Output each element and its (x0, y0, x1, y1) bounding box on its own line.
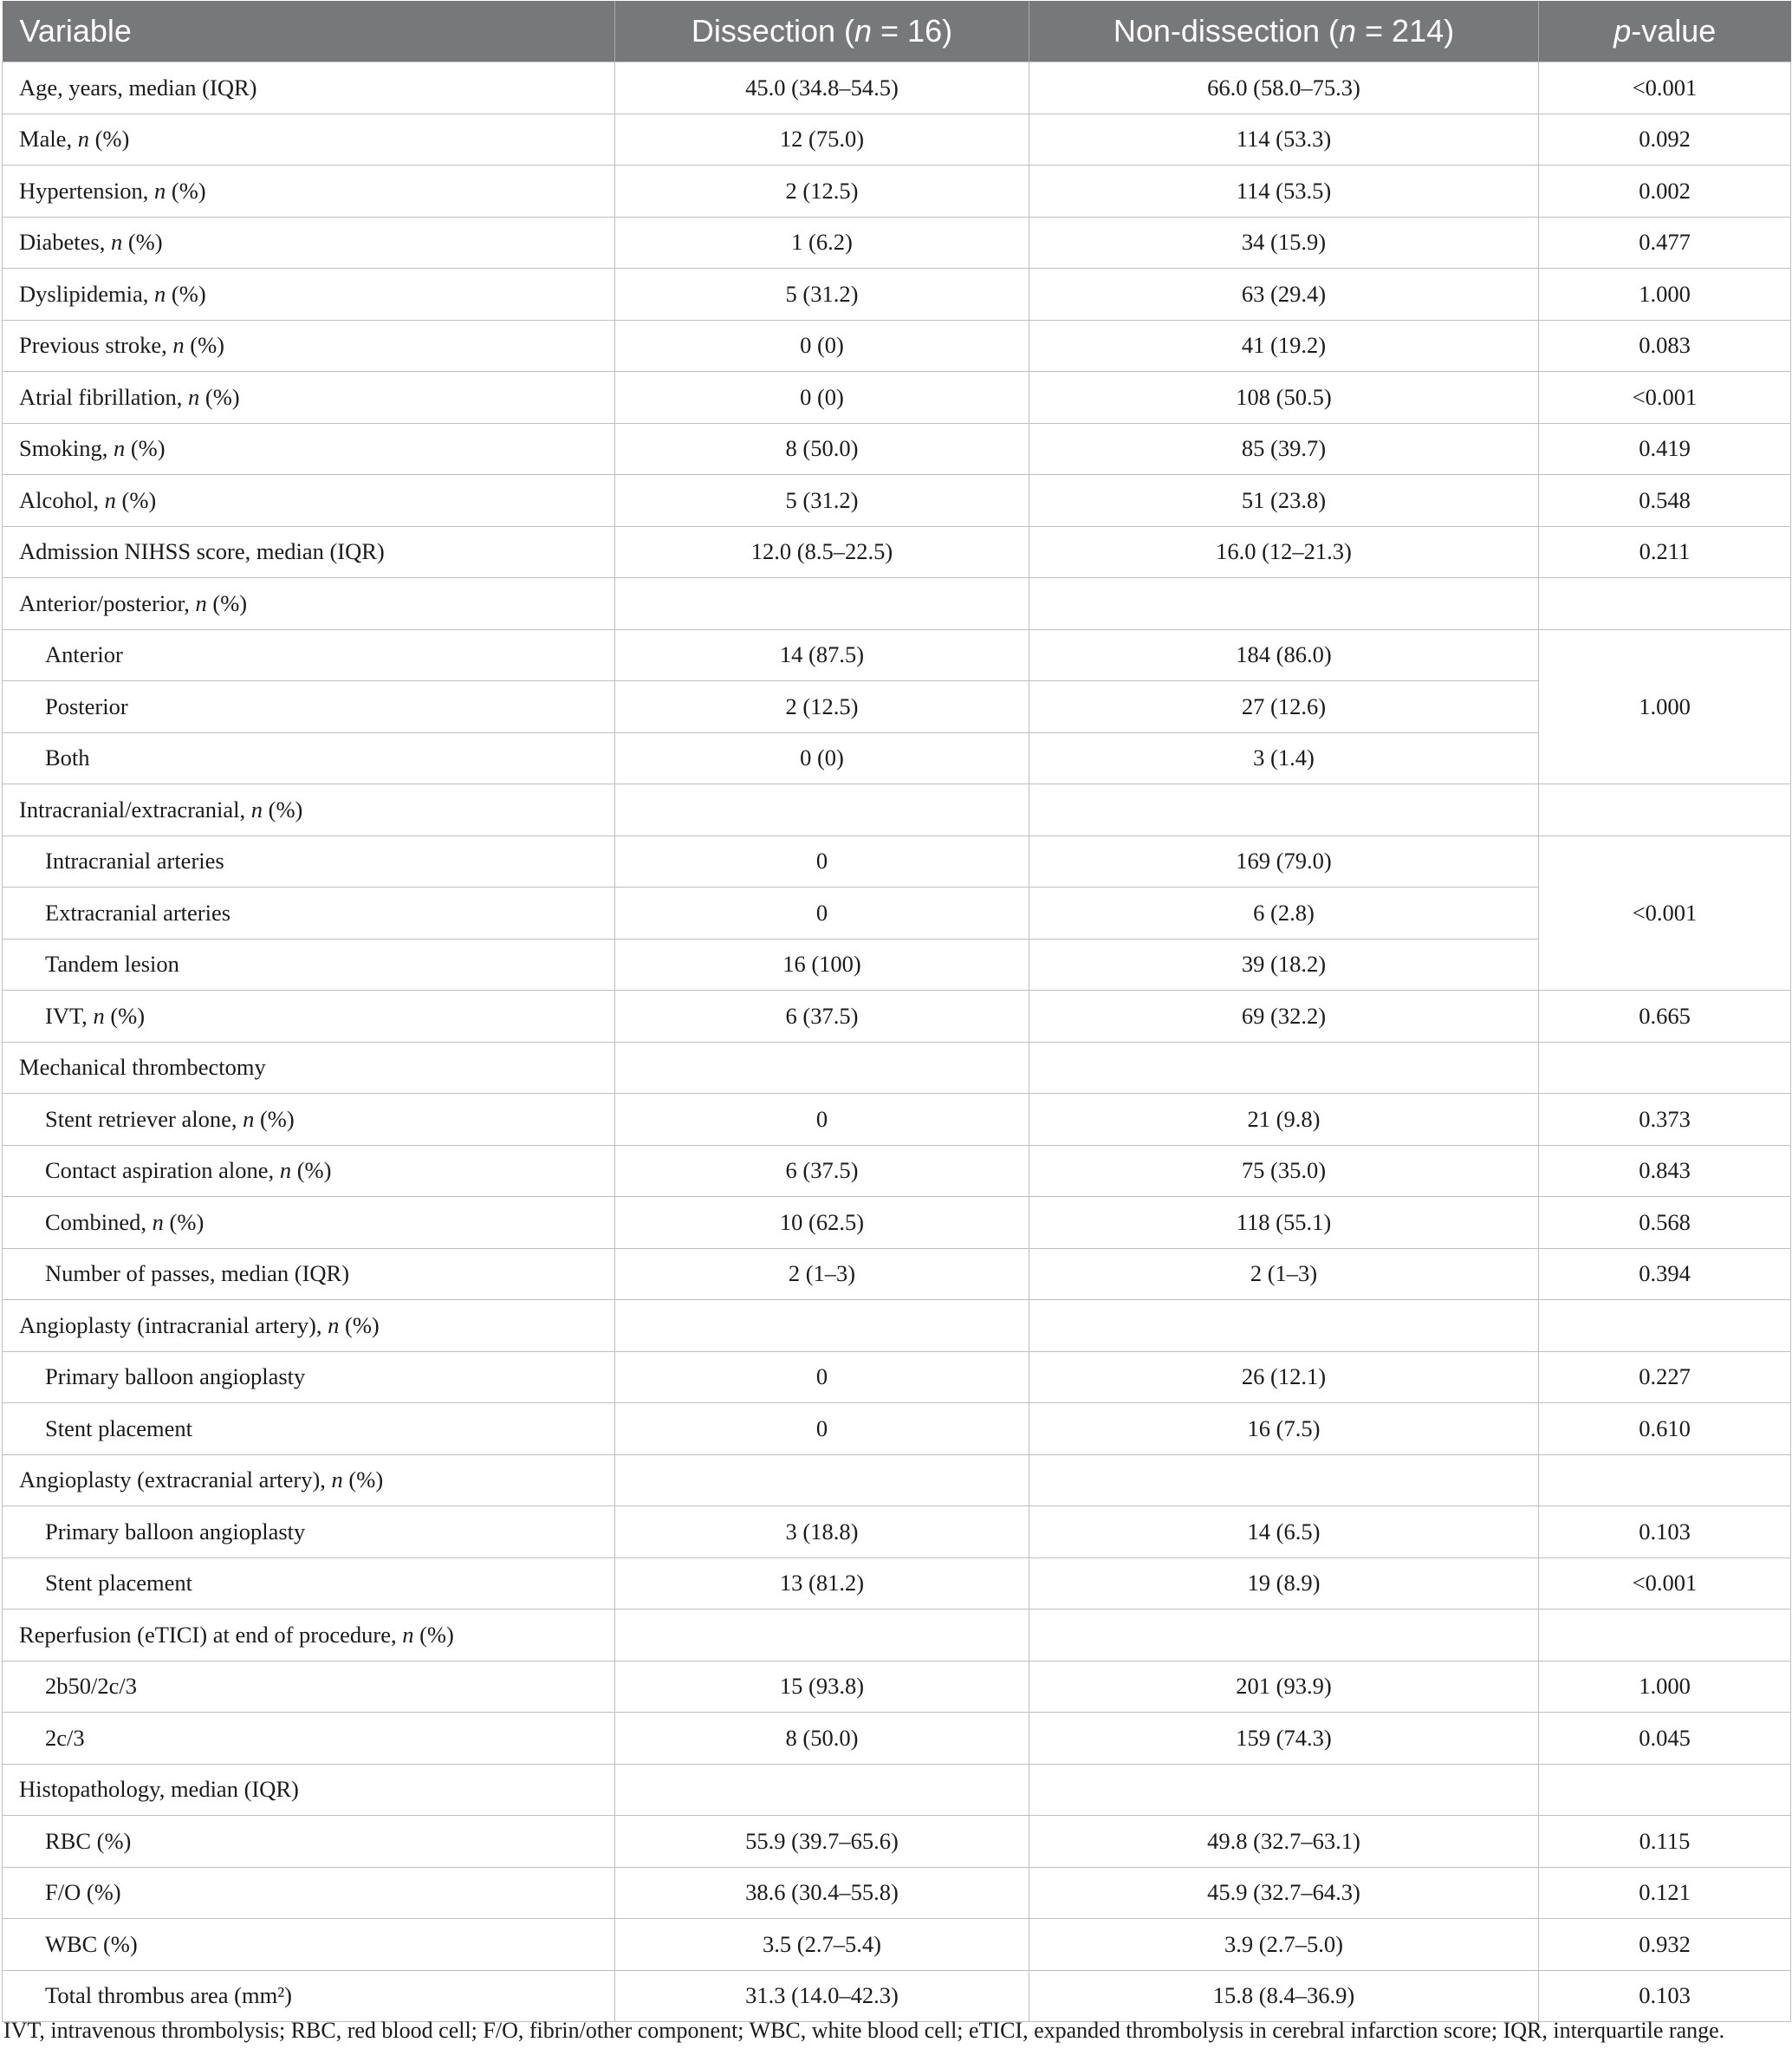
table-row (3, 681, 1791, 733)
nondissection-cell: 3 (1.4) (1029, 732, 1539, 784)
nondissection-cell (1029, 1610, 1539, 1662)
nondissection-cell: 2 (1–3) (1029, 1248, 1539, 1300)
header-dissection-suffix: = 16) (872, 13, 953, 49)
pvalue-cell: 0.045 (1539, 1713, 1791, 1765)
variable-cell (3, 1506, 615, 1558)
dissection-cell (615, 784, 1029, 836)
dissection-cell: 14 (87.5) (615, 629, 1029, 681)
variable-label-tail: (%) (342, 1466, 384, 1493)
pvalue-cell: <0.001 (1539, 372, 1791, 424)
variable-label: Contact aspiration alone, (45, 1157, 280, 1184)
table-row (3, 1764, 1791, 1816)
variable-label-tail: (%) (199, 383, 240, 410)
table-row (3, 526, 1791, 578)
dissection-cell: 2 (1–3) (615, 1248, 1029, 1300)
nondissection-cell (1029, 1764, 1539, 1816)
variable-label-n: n (152, 1208, 164, 1235)
variable-label-tail: (%) (339, 1311, 380, 1338)
variable-label-tail: (%) (263, 796, 303, 823)
table-row (3, 1197, 1791, 1249)
variable-label-n: n (154, 177, 166, 204)
dissection-cell: 16 (100) (615, 939, 1029, 991)
table-row (3, 114, 1791, 166)
variable-cell (3, 1351, 615, 1403)
table-row (3, 1867, 1791, 1919)
dissection-cell: 0 (0) (615, 320, 1029, 372)
variable-cell (3, 888, 615, 940)
nondissection-cell: 16 (7.5) (1029, 1403, 1539, 1455)
pvalue-cell: 0.092 (1539, 114, 1791, 166)
variable-cell (3, 1197, 615, 1249)
dissection-cell: 1 (6.2) (615, 217, 1029, 269)
nondissection-cell: 184 (86.0) (1029, 629, 1539, 681)
table-row (3, 166, 1791, 218)
variable-label-n: n (93, 1002, 105, 1029)
nondissection-cell: 49.8 (32.7–63.1) (1029, 1816, 1539, 1868)
table-row (3, 1558, 1791, 1610)
variable-label: Anterior (45, 641, 123, 668)
variable-label-tail: (%) (184, 332, 224, 359)
variable-cell (3, 1610, 615, 1662)
variable-cell (3, 1867, 615, 1919)
variable-label-n: n (328, 1311, 340, 1338)
variable-cell (3, 1042, 615, 1094)
nondissection-cell: 39 (18.2) (1029, 939, 1539, 991)
nondissection-cell: 108 (50.5) (1029, 372, 1539, 424)
variable-cell (3, 62, 615, 114)
variable-label-n: n (110, 229, 123, 256)
variable-label-n: n (195, 589, 207, 616)
variable-label: Hypertension, (19, 177, 155, 204)
dissection-cell: 15 (93.8) (615, 1661, 1029, 1713)
nondissection-cell: 16.0 (12–21.3) (1029, 526, 1539, 578)
pvalue-cell: 0.103 (1539, 1970, 1791, 2022)
variable-label-n: n (113, 435, 126, 462)
table-footnote: IVT, intravenous thrombolysis; RBC, red blood cell; F/O, fibrin/other component; WBC, white blood cell; eTICI, expanded thrombolysis in cerebral infarction score; IQR, interquartile range. (3, 2018, 1725, 2043)
dissection-cell (615, 1764, 1029, 1816)
variable-label-tail: (%) (166, 280, 206, 307)
header-variable (3, 1, 615, 62)
variable-label: WBC (%) (45, 1930, 138, 1957)
variable-cell (3, 784, 615, 836)
variable-label-n: n (154, 280, 166, 307)
pvalue-cell: 0.932 (1539, 1919, 1791, 1971)
table-row (3, 991, 1791, 1043)
variable-label: Number of passes, median (IQR) (45, 1260, 350, 1287)
dissection-cell: 8 (50.0) (615, 423, 1029, 475)
variable-label: Atrial fibrillation, (19, 383, 189, 410)
nondissection-cell: 169 (79.0) (1029, 836, 1539, 888)
nondissection-cell (1029, 1454, 1539, 1506)
variable-cell (3, 1661, 615, 1713)
variable-cell (3, 939, 615, 991)
pvalue-cell: 1.000 (1539, 269, 1791, 321)
pvalue-cell: 0.419 (1539, 423, 1791, 475)
table-row (3, 1506, 1791, 1558)
variable-cell (3, 681, 615, 733)
table-row (3, 269, 1791, 321)
header-dissection-n: n (854, 13, 873, 49)
header-dissection (615, 1, 1029, 62)
pvalue-cell: 0.211 (1539, 526, 1791, 578)
nondissection-cell: 114 (53.3) (1029, 114, 1539, 166)
nondissection-cell: 51 (23.8) (1029, 475, 1539, 527)
table-row (3, 1970, 1791, 2022)
variable-cell (3, 629, 615, 681)
pvalue-cell: 0.083 (1539, 320, 1791, 372)
variable-label: Intracranial arteries (45, 848, 224, 875)
header-dissection-prefix: Dissection ( (691, 13, 854, 49)
variable-label: Previous stroke, (19, 332, 173, 359)
variable-cell (3, 1094, 615, 1146)
variable-label: RBC (%) (45, 1827, 132, 1854)
nondissection-cell: 159 (74.3) (1029, 1713, 1539, 1765)
table-row (3, 320, 1791, 372)
dissection-cell: 12 (75.0) (615, 114, 1029, 166)
pvalue-cell: 0.373 (1539, 1094, 1791, 1146)
table-row (3, 1403, 1791, 1455)
variable-label: IVT, (45, 1002, 94, 1029)
nondissection-cell (1029, 784, 1539, 836)
dissection-cell: 6 (37.5) (615, 991, 1029, 1043)
dissection-cell (615, 1454, 1029, 1506)
dissection-cell: 0 (615, 1403, 1029, 1455)
variable-label: Smoking, (19, 435, 114, 462)
variable-label-tail: (%) (413, 1621, 454, 1648)
nondissection-cell: 3.9 (2.7–5.0) (1029, 1919, 1539, 1971)
pvalue-cell (1539, 578, 1791, 630)
pvalue-cell: 0.665 (1539, 991, 1791, 1043)
variable-label-tail: (%) (88, 126, 130, 153)
dissection-cell: 55.9 (39.7–65.6) (615, 1816, 1029, 1868)
header-pvalue (1539, 1, 1791, 62)
nondissection-cell: 34 (15.9) (1029, 217, 1539, 269)
dissection-cell: 6 (37.5) (615, 1145, 1029, 1197)
header-nondissection-suffix: = 214) (1356, 13, 1455, 49)
variable-label: 2c/3 (45, 1724, 85, 1751)
variable-cell (3, 1145, 615, 1197)
nondissection-cell: 66.0 (58.0–75.3) (1029, 62, 1539, 114)
variable-cell (3, 475, 615, 527)
nondissection-cell: 69 (32.2) (1029, 991, 1539, 1043)
variable-label: Primary balloon angioplasty (45, 1518, 306, 1544)
nondissection-cell (1029, 1300, 1539, 1352)
pvalue-cell: 0.227 (1539, 1351, 1791, 1403)
nondissection-cell (1029, 578, 1539, 630)
variable-label: Angioplasty (intracranial artery), (19, 1311, 328, 1338)
dissection-cell: 45.0 (34.8–54.5) (615, 62, 1029, 114)
pvalue-cell: 0.610 (1539, 1403, 1791, 1455)
table-row (3, 1145, 1791, 1197)
nondissection-cell: 114 (53.5) (1029, 166, 1539, 218)
dissection-cell: 5 (31.2) (615, 269, 1029, 321)
dissection-cell: 0 (615, 1094, 1029, 1146)
variable-cell (3, 1248, 615, 1300)
variable-label: Alcohol, (19, 486, 105, 513)
variable-label-n: n (188, 383, 200, 410)
pvalue-cell: 0.103 (1539, 1506, 1791, 1558)
variable-cell (3, 217, 615, 269)
table-row (3, 372, 1791, 424)
table-row (3, 475, 1791, 527)
table-row (3, 939, 1791, 991)
variable-cell (3, 1919, 615, 1971)
table-row (3, 732, 1791, 784)
variable-label-tail: (%) (104, 1002, 146, 1029)
variable-label-n: n (104, 486, 116, 513)
pvalue-cell: <0.001 (1539, 836, 1791, 991)
dissection-cell: 31.3 (14.0–42.3) (615, 1970, 1029, 2022)
pvalue-cell (1539, 1042, 1791, 1094)
dissection-cell (615, 1300, 1029, 1352)
variable-label: Both (45, 745, 90, 771)
variable-cell (3, 372, 615, 424)
table-row (3, 423, 1791, 475)
pvalue-cell: 0.477 (1539, 217, 1791, 269)
header-p-italic: p (1613, 13, 1632, 49)
table-row (3, 1300, 1791, 1352)
pvalue-cell (1539, 784, 1791, 836)
table-row (3, 784, 1791, 836)
variable-label-n: n (279, 1157, 292, 1184)
variable-label-n: n (250, 796, 263, 823)
variable-label: Mechanical thrombectomy (19, 1054, 266, 1081)
variable-label-tail: (%) (122, 229, 163, 256)
table-row (3, 1248, 1791, 1300)
dissection-cell (615, 578, 1029, 630)
variable-label: Stent placement (45, 1414, 192, 1441)
variable-label-n: n (77, 126, 89, 153)
table-row (3, 1919, 1791, 1971)
variable-cell (3, 1403, 615, 1455)
table-row (3, 1816, 1791, 1868)
table-row (3, 62, 1791, 114)
variable-cell (3, 1713, 615, 1765)
nondissection-cell: 26 (12.1) (1029, 1351, 1539, 1403)
table-row (3, 629, 1791, 681)
variable-cell (3, 320, 615, 372)
table-row (3, 1042, 1791, 1094)
variable-label-n: n (402, 1621, 414, 1648)
pvalue-cell: 0.121 (1539, 1867, 1791, 1919)
pvalue-cell: 0.843 (1539, 1145, 1791, 1197)
pvalue-cell (1539, 1764, 1791, 1816)
header-nondissection-n: n (1338, 13, 1357, 49)
variable-label: Posterior (45, 693, 128, 719)
variable-cell (3, 1454, 615, 1506)
dissection-cell: 8 (50.0) (615, 1713, 1029, 1765)
variable-label-n: n (331, 1466, 343, 1493)
variable-label-tail: (%) (291, 1157, 332, 1184)
variable-label: Reperfusion (eTICI) at end of procedure, (19, 1621, 403, 1648)
variable-label: Combined, (45, 1208, 153, 1235)
dissection-cell: 2 (12.5) (615, 681, 1029, 733)
nondissection-cell: 21 (9.8) (1029, 1094, 1539, 1146)
pvalue-cell: <0.001 (1539, 62, 1791, 114)
table-row (3, 1610, 1791, 1662)
dissection-cell: 38.6 (30.4–55.8) (615, 1867, 1029, 1919)
nondissection-cell: 15.8 (8.4–36.9) (1029, 1970, 1539, 2022)
header-nondissection (1029, 1, 1539, 62)
variable-label: Diabetes, (19, 229, 111, 256)
header-variable-label: Variable (19, 13, 132, 49)
dissection-cell: 0 (615, 1351, 1029, 1403)
variable-label: Extracranial arteries (45, 899, 231, 926)
variable-cell (3, 836, 615, 888)
dissection-cell: 0 (0) (615, 372, 1029, 424)
variable-label: Intracranial/extracranial, (19, 796, 251, 823)
nondissection-cell: 118 (55.1) (1029, 1197, 1539, 1249)
variable-label: Male, (19, 126, 78, 153)
table-row (3, 1454, 1791, 1506)
variable-label: Histopathology, median (IQR) (19, 1776, 299, 1803)
nondissection-cell (1029, 1042, 1539, 1094)
dissection-cell (615, 1610, 1029, 1662)
nondissection-cell: 201 (93.9) (1029, 1661, 1539, 1713)
dissection-cell: 10 (62.5) (615, 1197, 1029, 1249)
variable-cell (3, 1558, 615, 1610)
pvalue-cell: 0.394 (1539, 1248, 1791, 1300)
variable-cell (3, 166, 615, 218)
variable-label-tail: (%) (115, 486, 157, 513)
dissection-cell: 3.5 (2.7–5.4) (615, 1919, 1029, 1971)
variable-label-tail: (%) (125, 435, 166, 462)
dissection-cell (615, 1042, 1029, 1094)
variable-cell (3, 1816, 615, 1868)
dissection-cell: 2 (12.5) (615, 166, 1029, 218)
table-body (3, 62, 1791, 2022)
pvalue-cell (1539, 1610, 1791, 1662)
nondissection-cell: 6 (2.8) (1029, 888, 1539, 940)
variable-cell (3, 269, 615, 321)
nondissection-cell: 63 (29.4) (1029, 269, 1539, 321)
pvalue-cell: <0.001 (1539, 1558, 1791, 1610)
nondissection-cell: 45.9 (32.7–64.3) (1029, 1867, 1539, 1919)
variable-cell (3, 423, 615, 475)
header-p-suffix: -value (1631, 13, 1717, 49)
variable-cell (3, 578, 615, 630)
table-header (3, 1, 1791, 62)
pvalue-cell: 0.548 (1539, 475, 1791, 527)
pvalue-cell (1539, 1454, 1791, 1506)
variable-cell (3, 526, 615, 578)
variable-label-n: n (243, 1105, 255, 1132)
pvalue-cell (1539, 1300, 1791, 1352)
variable-label-tail: (%) (166, 177, 206, 204)
variable-label: Dyslipidemia, (19, 280, 155, 307)
variable-label: F/O (%) (45, 1879, 121, 1906)
dissection-cell: 0 (0) (615, 732, 1029, 784)
variable-label: Stent retriever alone, (45, 1105, 243, 1132)
variable-label: Primary balloon angioplasty (45, 1363, 306, 1390)
variable-cell (3, 1970, 615, 2022)
variable-label: Angioplasty (extracranial artery), (19, 1466, 332, 1493)
header-nondissection-prefix: Non-dissection ( (1113, 13, 1339, 49)
pvalue-cell: 1.000 (1539, 1661, 1791, 1713)
variable-label: Anterior/posterior, (19, 589, 196, 616)
nondissection-cell: 19 (8.9) (1029, 1558, 1539, 1610)
variable-label: Stent placement (45, 1570, 192, 1597)
variable-label: 2b50/2c/3 (45, 1673, 137, 1700)
dissection-cell: 0 (615, 888, 1029, 940)
pvalue-cell: 0.002 (1539, 166, 1791, 218)
variable-label-tail: (%) (163, 1208, 205, 1235)
variable-label: Total thrombus area (mm²) (45, 1982, 292, 2009)
table-row (3, 1351, 1791, 1403)
nondissection-cell: 14 (6.5) (1029, 1506, 1539, 1558)
variable-cell (3, 1764, 615, 1816)
dissection-cell: 5 (31.2) (615, 475, 1029, 527)
table-row (3, 578, 1791, 630)
nondissection-cell: 27 (12.6) (1029, 681, 1539, 733)
variable-label: Admission NIHSS score, median (IQR) (19, 538, 385, 565)
variable-label-n: n (172, 332, 185, 359)
variable-label: Tandem lesion (45, 951, 179, 978)
dissection-cell: 0 (615, 836, 1029, 888)
table-row (3, 1661, 1791, 1713)
pvalue-cell: 0.115 (1539, 1816, 1791, 1868)
nondissection-cell: 41 (19.2) (1029, 320, 1539, 372)
variable-cell (3, 1300, 615, 1352)
variable-cell (3, 114, 615, 166)
variable-label: Age, years, median (IQR) (19, 74, 257, 101)
dissection-cell: 13 (81.2) (615, 1558, 1029, 1610)
variable-label-tail: (%) (206, 589, 248, 616)
variable-cell (3, 732, 615, 784)
nondissection-cell: 85 (39.7) (1029, 423, 1539, 475)
variable-label-tail: (%) (254, 1105, 295, 1132)
header-row (3, 1, 1791, 62)
variable-cell (3, 991, 615, 1043)
table-row (3, 836, 1791, 888)
pvalue-cell: 0.568 (1539, 1197, 1791, 1249)
dissection-cell: 3 (18.8) (615, 1506, 1029, 1558)
table-row (3, 1094, 1791, 1146)
table-row (3, 217, 1791, 269)
table-row (3, 1713, 1791, 1765)
nondissection-cell: 75 (35.0) (1029, 1145, 1539, 1197)
data-table (2, 1, 1791, 2022)
table-row (3, 888, 1791, 940)
dissection-cell: 12.0 (8.5–22.5) (615, 526, 1029, 578)
pvalue-cell: 1.000 (1539, 629, 1791, 784)
